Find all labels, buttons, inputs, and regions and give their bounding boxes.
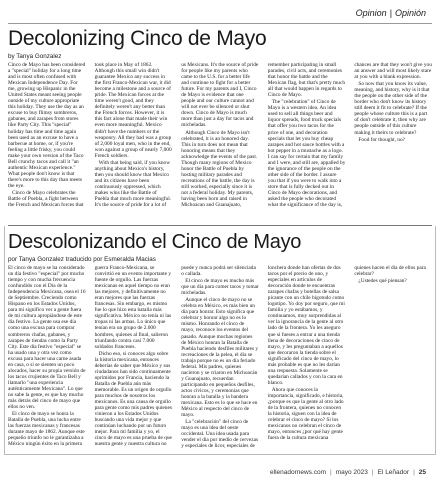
article-body-spanish: [8, 265, 432, 451]
section-label-es: Opinión: [394, 8, 426, 18]
paragraph: Aunque el cinco de mayo no se celebra en México, es más bien un día para honrar. Esto significa que celebrar y honrar algo no es lo mismo. Honrando el cinco de mayo, reconoce los eventos del pasado. Aunque muchas regiones de México honran la Batalla de Puebla haciendo desfiles militares y recreaciones de la pelea, el día se trabaja porque no es un día feriado federal. Mis padres, quienes nacieron y se criaron en Michoacán y Guanajuato, recuerdan participando en pequeños desfiles, actos cívicos, y ceremonias que honran a la batalla y la bandera mexicana. Esto es lo que se hace en México al respecto del cinco de mayo.: [181, 297, 259, 419]
footer-separator: |: [413, 469, 415, 476]
article-spanish: [8, 229, 432, 451]
byline-english: by Tanya Gonzalez: [8, 53, 62, 60]
paragraph: Cinco de Mayo celebrates the Battle of Puebla, a fight between the French and Mexican forces that took place in May of 1862. Although this small win didn't guarantee Mexico any success in the first Franco-Mexican war, it did become a milestone and a source of pride. The Mexican forces at the time weren't good, and they definitely weren't any better than the French forces. However, it is this fact alone that made their win even more meaningful. Mexico didn't have the numbers or the weaponry. All they had was a group of 2,000 loyal men, who in the end, won against a group of nearly 7,000 French soldiers.: [8, 62, 172, 209]
section-separator: |: [389, 8, 392, 18]
footer-separator: |: [330, 469, 332, 476]
paragraph: Food for thought, no?: [358, 136, 405, 143]
paragraph: Cinco de Mayo has been considered a "special" holiday for a long time and is most often confused with Mexican Independence Day. For me, growing up Hispanic in the United States meant seeing people outside of my culture appropriate this holiday. They use the day as an excuse to buy flimsy sombreros, gabanes, and zarapes from stores like Party City. This "special" holiday has time and time again been used as an excuse to have a barbecue at home, or, if you're feeling a little frisky, you could make your own version of the Taco Bell crunchy tacos and call it "an authentic Mexican experience." What people don't know is that there's more to this day than meets the eye.: [8, 62, 86, 189]
byline-spanish: por Tanya Gonzalez traducido por Esmeralda Macias: [8, 256, 156, 263]
section-label-en: Opinion: [355, 8, 387, 18]
section-label: [356, 8, 426, 18]
article-title-spanish: Descolonizando el Cinco de Mayo: [8, 231, 302, 253]
footer-separator: |: [371, 469, 374, 476]
footer-publication: El Leñador: [377, 469, 410, 476]
footer-site: ellenadornews.com: [270, 469, 327, 476]
paragraph: La "celebración" del cinco de mayo es una idea del oeste occidental. Una idea usada para vender el día por medio de cervezas y especiales de licor, especiales de lonchera donde han ofertas de dos tacos por el precio de uno, y especiales en artículos de decoración donde te encuentras zarapes chafas y botellas de salsa picante con un chile bigotudo como logotipo. Yo doy por seguro, que mi familia y yo estábamos, y continuamos, muy sorprendidas al ver la ignorancia de la gente al otro lado de la frontera. Yo les aseguro que si fueses a entrar a una tienda llena de decoraciones de cinco de mayo, y les preguntaban a aquellos que decoraron la tienda sobre el significado del cinco de mayo, lo más probable es que no les darían una respuesta. Solamente se quedarían callados y con la cara en blanco.: [181, 265, 345, 450]
paragraph: With that being said, if you know anything about Mexico's history, then you should know that Mexico and its citizens have been continuously oppressed, which makes wins like the Battle of Puebla that much more meaningful. It's the source of pride for a lot of us Mexicans. It's the source of pride for people like my parents who came to the U.S. for a better life and continue to fight for a better future. For my parents and I, Cinco de Mayo is evidence that one people and our culture cannot and will not ever be silenced or shut down. Cinco de Mayo is much more than just a day for tacos and micheladas.: [94, 62, 259, 209]
paragraph: ¿Ustedes qué piensan?: [358, 278, 407, 285]
paragraph: El cinco de mayo se honra la Batalla de Puebla, una lucha entre las fuerzas mexicanas y francesas durante mayo de 1862. Aunque este pequeño triunfo no le garantizaba a México ningún éxito en la primera guerra Franco-Mexicana, se convirtió en un evento importante y fuente de orgullo. Las fuerzas mexicanas en aquel tiempo no eran las mejores, y definitivamente no eran mejores que las fuerzas francesas. Sin embargo, es mismo fue lo que hizo esta batalla más significativa. México no tenía ni las tropas ni las armas. Lo único que tenían era un grupo de 2.000 hombres, quienes al final, salieron triunfando contra casi 7.000 soldados franceses.: [8, 265, 172, 448]
article-body-english: [8, 62, 432, 212]
paragraph: So now that you know its value, meaning, and history, why is it that the people on the other side of the border who don't know its history still deem it fit to celebrate? If the people whose culture this is a part of don't celebrate it, then why are people outside of this culture making it theirs to celebrate?: [354, 81, 430, 136]
page-number: 25: [418, 469, 426, 476]
header-rule: [8, 23, 432, 24]
paragraph: Although Cinco de Mayo isn't celebrated, it is an honored day. This in turn does not mean that honoring means that they acknowledge the events of the past. Though many regions of Mexico honor the Battle of Puebla by hosting military parades and recreations of the battle, the day is still worked, especially since it is not a federal holiday. My parents, having been born and raised in Michoacan and Guanajuato, remember participating in small parades, civil acts, and ceremonies that honor the battle and the Mexican flag, but that's pretty much all that would happen in regards to Cinco de Mayo.: [181, 62, 346, 209]
article-english: [8, 26, 432, 221]
paragraph: El cinco de mayo se ha considerado un día festivo "especial" por mucho tiempo y con mucha frecuencia confundido con el Día de la Independencia Mexicana, osea el 16 de Septiembre. Creciendo como Hispano en los Estados Unidos, para mi significo ver a gente fuera de mi cultura apropiándose de este día festivo. La gente usa ese día como una excusa para comprar sombreros chafas, gabanes, y zarapes de tiendas como la Party City. Este día festivo "especial" se ha usado una y otra vez como excusa para hacer una carne asada en casa, o si se sienten un poco alocados, hacer su propia versión de los tacos crujientes de Taco Bell y llamarlo "una experiencia auténticamente Mexicana". Lo que no sabe la gente, es que hay mucho más detrás del cinco de mayo que ellos no ven.: [8, 265, 86, 411]
paragraph: Ahora que conoces la importancia, significado, e historia, ¿porque es que la gente al otro lado de la frontera, quienes no conocen la historia, siguen con la idea de celebrar el cinco de mayo? Si los mexicanos no celebran el cinco de mayo, entonces ¿por qué hay gente fuera de la cultura mexicana quienes hacen el día de ellos para celebrar?: [267, 265, 426, 442]
paragraph: El cinco de mayo es mucho más que un día para comer tacos y tomar micheladas.: [181, 278, 259, 297]
article-divider: [8, 225, 432, 226]
paragraph: Dicho eso, si conoces algo sobre la historia mexicana, entonces deberías de saber que México y sus ciudadanos han sido continuamente oprimidos por Francia, haciendo la Batalla de Puebla aún más memorable. Es un origen de orgullo para muchos de nosotros los mexicanos. Es una causa de orgullo para gente como mis padres quienes vinieron a los Estados Unidos buscando una vida mejor y que continúan luchando por un futuro mejor. Para mi familia y yo, el cinco de mayo es una prueba de que nuestra gente y nuestra cultura no puede y nunca podrá ser silenciada o callada.: [94, 265, 256, 448]
page-footer: [270, 469, 426, 476]
article-title-english: Decolonizing Cinco de Mayo: [8, 27, 267, 50]
footer-issue: mayo 2023: [335, 469, 368, 476]
paragraph: The "celebration" of Cinco de Mayo is a western idea. An idea used to sell all things beer and liquor spreads, food truck specials that offer you two tacos for the price of one, and decoration specials that let you buy cheap zarapes and hot sauce bottles with a hot pepper in a mustache as a logo. I can say for certain that my family and I were, and still are, appalled by the ignorance of the people on the other side of the border. I assure you that if you were to walk into a store that is fully decked out in Cinco de Mayo decorations, and asked the people who decorated what the significance of the day is, chances are that they won't give you an answer and will most likely stare at you with a blank expression.: [267, 62, 432, 209]
